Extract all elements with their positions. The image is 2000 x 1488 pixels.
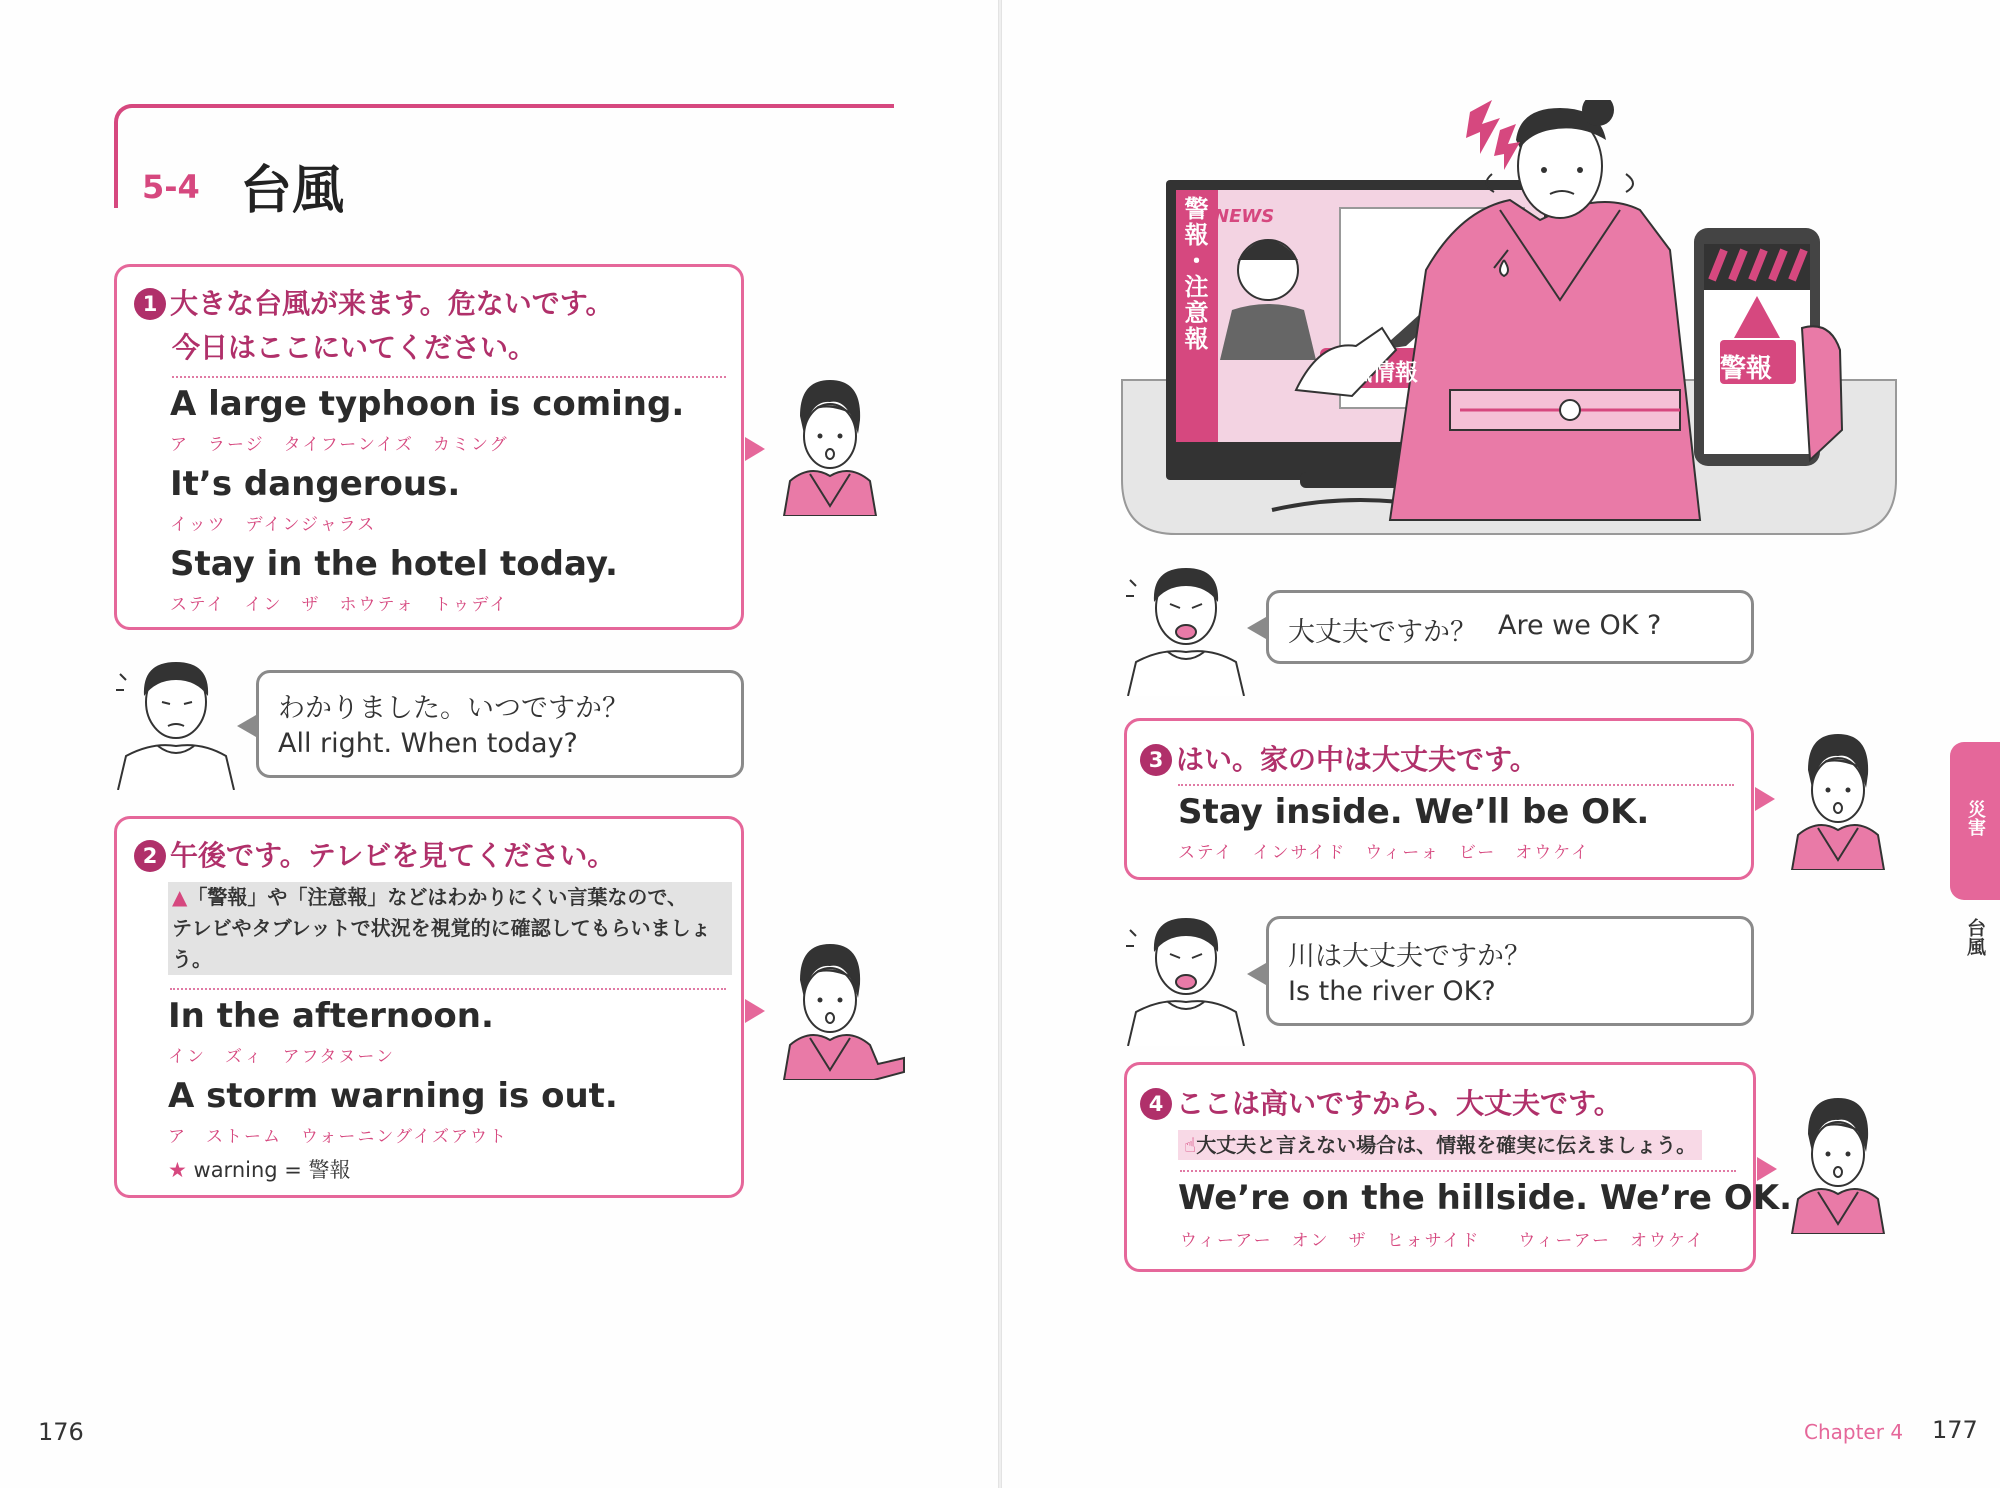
tablet-warning-label: 警報 <box>1720 354 1773 384</box>
phrase-3-jp-line1: 3 はい。家の中は大丈夫です。 <box>1140 738 1538 778</box>
katakana-reading: ウィーアー オン ザ ヒォサイド ウィーアー オウケイ <box>1180 1231 1705 1251</box>
katakana-reading: イッツ デインジャラス <box>170 515 377 535</box>
english-phrase: Stay inside. We’ll be OK. <box>1178 792 1650 832</box>
section-title-frame <box>114 104 894 208</box>
katakana-reading: ア ラージ タイフーンイズ カミング <box>170 435 509 455</box>
phrase-1-jp-line2: 今日はここにいてください。 <box>172 331 537 364</box>
guest-question-en: Are we OK ? <box>1498 610 1662 641</box>
woman-staff-illustration <box>770 376 890 516</box>
phrase-4-jp-line1: 4 ここは高いですから、大丈夫です。 <box>1140 1082 1622 1122</box>
number-badge-4: 4 <box>1140 1088 1172 1120</box>
left-page-number: 176 <box>38 1418 84 1446</box>
man-guest-worried-illustration <box>1122 906 1252 1046</box>
katakana-reading: ア ストーム ウォーニングイズアウト <box>168 1127 508 1147</box>
warning-icon: ▲ <box>172 885 188 909</box>
phrase-1-jp-line1: 1 大きな台風が来ます。危ないです。 <box>134 282 614 322</box>
guest-question-en: Is the river OK? <box>1288 976 1496 1007</box>
katakana-reading: ステイ インサイド ウィーォ ビー オウケイ <box>1178 843 1591 863</box>
woman-staff-illustration <box>770 940 910 1080</box>
section-number: 5-4 <box>142 168 200 206</box>
number-badge-1: 1 <box>134 288 166 320</box>
english-phrase: Stay in the hotel today. <box>170 544 618 584</box>
phrase-2-jp-line1: 2 午後です。テレビを見てください。 <box>134 834 615 874</box>
divider <box>172 376 726 378</box>
vocab-note: ★ warning = 警報 <box>168 1158 351 1182</box>
guest-question-jp: わかりました。いつですか？ <box>278 693 629 724</box>
side-section-label: 台風 <box>1964 918 1986 956</box>
side-tab-label: 災害 <box>1965 800 1986 836</box>
english-phrase: In the afternoon. <box>168 996 494 1036</box>
man-guest-illustration <box>112 650 242 790</box>
english-phrase: We’re on the hillside. We’re OK. <box>1178 1178 1792 1218</box>
english-phrase: A storm warning is out. <box>168 1076 618 1116</box>
woman-staff-illustration <box>1778 1094 1898 1234</box>
right-page-number: 177 <box>1932 1416 1978 1444</box>
man-guest-worried-illustration <box>1122 556 1252 696</box>
guest-question-jp: 川は大丈夫ですか？ <box>1288 941 1531 972</box>
tip-note: ☝大丈夫と言えない場合は、情報を確実に伝えましょう。 <box>1178 1130 1702 1160</box>
katakana-reading: イン ズィ アフタヌーン <box>168 1047 395 1067</box>
news-label: NEWS <box>1214 206 1275 227</box>
divider <box>170 988 726 990</box>
star-icon: ★ <box>168 1158 187 1182</box>
section-title: 台風 <box>240 161 345 221</box>
guest-question-jp: 大丈夫ですか？ <box>1288 617 1477 648</box>
number-badge-2: 2 <box>134 840 166 872</box>
katakana-reading: ステイ イン ザ ホウテォ トゥデイ <box>170 595 509 615</box>
english-phrase: It’s dangerous. <box>170 464 461 504</box>
tip-note: ▲「警報」や「注意報」などはわかりにくい言葉なので、 テレビやタブレットで状況を視覚的に確認してもらいましょ う。 <box>168 882 732 975</box>
english-phrase: A large typhoon is coming. <box>170 384 685 424</box>
typhoon-news-illustration <box>1120 100 1900 540</box>
guest-question-en: All right. When today? <box>278 728 578 759</box>
tv-typhoon-info-label: 台風情報 <box>1326 360 1418 386</box>
divider <box>1178 784 1734 786</box>
chapter-label: Chapter 4 <box>1804 1420 1904 1444</box>
tv-side-label: 警報・注意報 <box>1180 196 1208 352</box>
number-badge-3: 3 <box>1140 744 1172 776</box>
divider <box>1180 1170 1736 1172</box>
book-gutter <box>998 0 1002 1488</box>
woman-staff-illustration <box>1778 730 1898 870</box>
pointing-hand-icon: ☝ <box>1184 1133 1197 1157</box>
